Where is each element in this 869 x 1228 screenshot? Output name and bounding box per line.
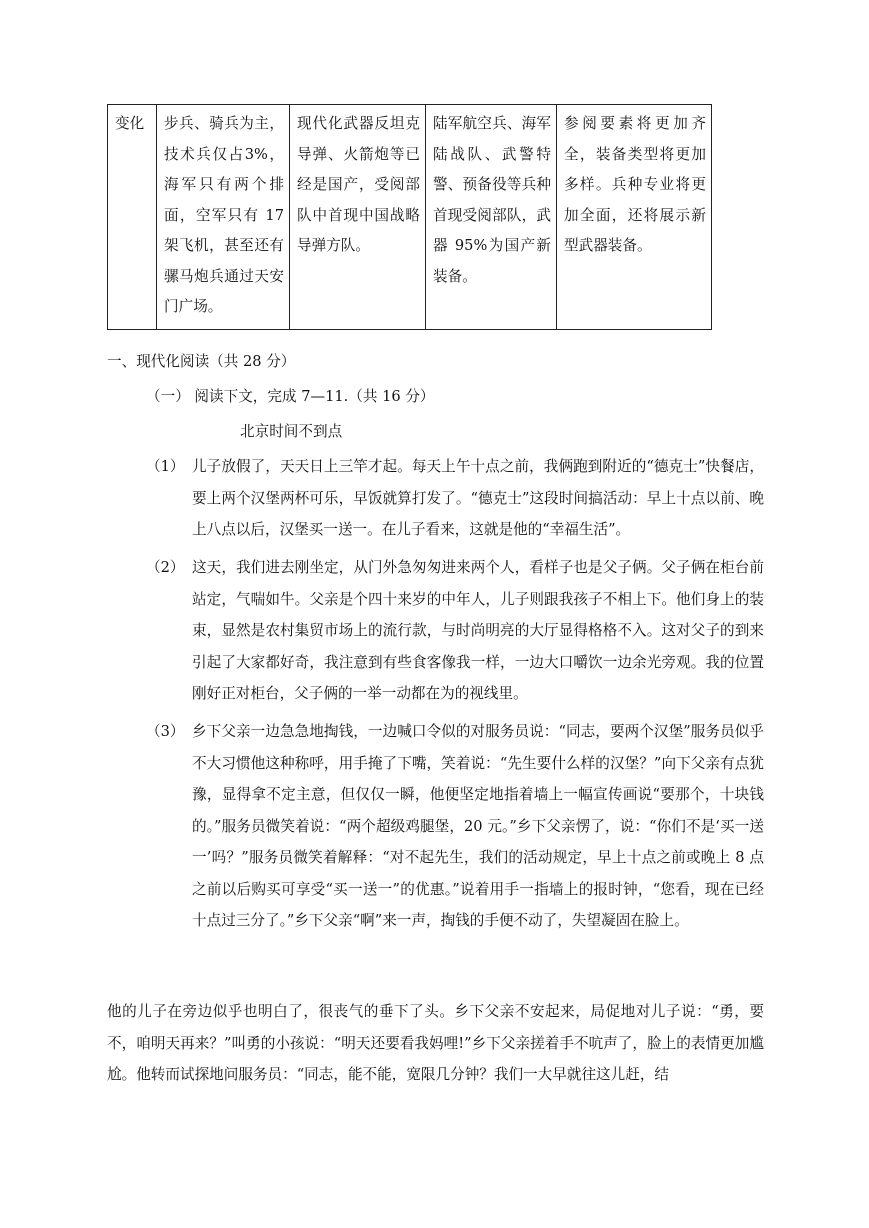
paragraph-number: （3） [146, 723, 185, 740]
paragraph-1: 儿子放假了，天天日上三竿才起。每天上午十点之前，我俩跑到附近的“德克士”快餐店，要上两个汉堡两杯可乐，早饭就算打发了。“德克士”这段时间搞活动：早上十点以前、晚上八点以后，汉堡买一送一。在儿子看来，这就是他的“幸福生活”。 [192, 458, 764, 538]
table-cell-2009: 陆军航空兵、海军陆战队、武警特警、预备役等兵种首现受阅部队，武器 95%为国产新装备。 [426, 105, 557, 330]
continuation-paragraph: 他的儿子在旁边似乎也明白了，很丧气的垂下了头。乡下父亲不安起来，局促地对儿子说：“勇，要不，咱明天再来？”叫勇的小孩说：“明天还要看我妈哩!”乡下父亲搓着手不吭声了，脸上的表情更加尴尬。他转而试探地问服务员：“同志，能不能，宽限几分钟？我们一大早就往这儿赶，结 [107, 1003, 764, 1083]
paragraph-2: 这天，我们进去刚坐定，从门外急匆匆进来两个人，看样子也是父子俩。父子俩在柜台前站定，气喘如牛。父亲是个四十来岁的中年人，儿子则跟我孩子不相上下。他们身上的装束，显然是农村集贸市场上的流行款，与时尚明亮的大厅显得格格不入。这对父子的到来引起了大家都好奇，我注意到有些食客像我一样，一边大口嚼饮一边余光旁观。我的位置刚好正对柜台，父子俩的一举一动都在为的视线里。 [192, 559, 764, 702]
table-cell-future: 参阅要素将更加齐全，装备类型将更加多样。兵种专业将更加全面，还将展示新型武器装备。 [557, 105, 712, 330]
change-table [107, 104, 712, 330]
table-cell-1984: 现代化武器反坦克导弹、火箭炮等已经是国产，受阅部队中首现中国战略导弹方队。 [290, 105, 426, 330]
article-title: 北京时间不到点 [240, 423, 343, 440]
row-label: 变化 [108, 105, 157, 330]
paragraph-number: （1） [146, 458, 185, 475]
paragraph-3: 乡下父亲一边急急地掏钱，一边喊口令似的对服务员说：“同志，要两个汉堡”服务员似乎不大习惯他这种称呼，用手掩了下嘴，笑着说：“先生要什么样的汉堡？”向下父亲有点犹豫，显得拿不定主意，但仅仅一瞬，他便坚定地指着墙上一幅宣传画说“要那个，十块钱的。”服务员微笑着说：“两个超级鸡腿堡，20 元。”乡下父亲愣了，说：“你们不是‘买一送一’吗？”服务员微笑着解释：“对不起先生，我们的活动规定，早上十点之前或晚上 8 点之前以后购买可享受“买一送一”的优惠。”说着用手一指墙上的报时钟，“您看，现在已经十点过三分了。”乡下父亲“啊”来一声，掏钱的手便不动了，失望凝固在脸上。 [192, 723, 764, 929]
table-row [108, 105, 712, 330]
table-cell-1949: 步兵、骑兵为主，技术兵仅占3%，海军只有两个排面，空军只有 17 架飞机，甚至还有骡马炮兵通过天安门广场。 [157, 105, 290, 330]
paragraph-number: （2） [146, 559, 185, 576]
section-heading: 一、现代化阅读（共 28 分） [107, 353, 296, 370]
sub-heading: （一） 阅读下文，完成 7—11.（共 16 分） [146, 388, 435, 405]
